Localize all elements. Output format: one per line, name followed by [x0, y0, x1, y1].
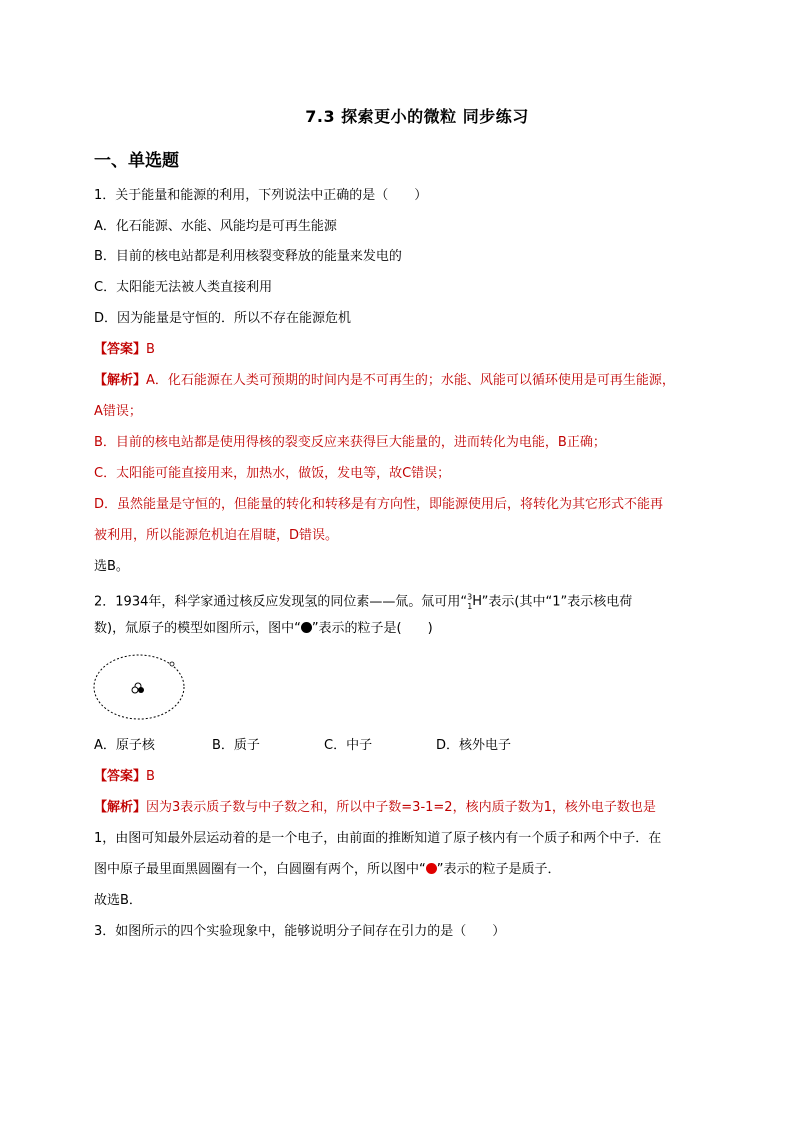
- q1-option-a: A．化石能源、水能、风能均是可再生能源: [94, 219, 337, 234]
- neutron-circle: [132, 687, 138, 693]
- q1-answer: [94, 341, 155, 359]
- analysis-text: A．化石能源在人类可预期的时间内是不可再生的；水能、风能可以循环使用是可再生能源，: [146, 373, 675, 388]
- q1-analysis-line: B．目前的核电站都是使用得核的裂变反应来获得巨大能量的，进而转化为电能，B正确；: [94, 435, 606, 450]
- proton-circle: [138, 687, 144, 693]
- q1-option-b: B．目前的核电站都是利用核裂变释放的能量来发电的: [94, 249, 402, 264]
- q2-stem-line: [94, 620, 433, 638]
- stem-text: ”表示(其中“1”表示核电荷: [481, 594, 633, 610]
- element-symbol: H: [472, 594, 482, 610]
- q2-stem-line: [94, 589, 632, 616]
- stem-text: ”表示的粒子是( ): [311, 621, 433, 636]
- answer-tag: 【答案】: [94, 769, 147, 784]
- answer-value: B: [146, 342, 155, 357]
- analysis-text: ”表示的粒子是质子．: [436, 862, 561, 877]
- analysis-tag: 【解析】: [94, 373, 147, 388]
- mass-number: 3: [467, 593, 473, 602]
- q2-option-b: B．质子: [212, 738, 260, 753]
- q2-options: [94, 737, 511, 755]
- section-heading: 一、单选题: [94, 151, 179, 171]
- answer-tag: 【答案】: [94, 342, 147, 357]
- q2-analysis-line: 1，由图可知最外层运动着的是一个电子，由前面的推断知道了原子核内有一个质子和两个中子．在: [94, 831, 662, 846]
- stem-text: 数)，氚原子的模型如图所示，图中“: [94, 621, 301, 636]
- q1-stem: 1．关于能量和能源的利用，下列说法中正确的是（ ）: [94, 188, 428, 203]
- q2-option-a: A．原子核: [94, 738, 155, 753]
- isotope-notation: [467, 594, 482, 609]
- analysis-tag: 【解析】: [94, 800, 147, 815]
- q2-option-c: C．中子: [324, 738, 373, 753]
- tritium-atom-diagram: [92, 650, 187, 722]
- red-dot-icon: [426, 863, 437, 874]
- q1-analysis-line: D．虽然能量是守恒的，但能量的转化和转移是有方向性，即能源使用后，将转化为其它形式不能再: [94, 497, 664, 512]
- q2-analysis-line: [94, 799, 656, 817]
- analysis-text: 图中原子最里面黑圆圈有一个，白圆圈有两个，所以图中“: [94, 862, 426, 877]
- black-dot-icon: [301, 622, 312, 633]
- q2-option-d: D．核外电子: [436, 738, 512, 753]
- electron-circle: [170, 662, 174, 666]
- q1-analysis-line: C．太阳能可能直接用来，加热水，做饭，发电等，故C错误；: [94, 466, 451, 481]
- q1-conclusion: 选B。: [94, 559, 129, 574]
- q3-stem: 3．如图所示的四个实验现象中，能够说明分子间存在引力的是（ ）: [94, 924, 506, 939]
- q2-answer: [94, 768, 155, 786]
- q1-option-c: C．太阳能无法被人类直接利用: [94, 280, 273, 295]
- q1-option-d: D．因为能量是守恒的．所以不存在能源危机: [94, 311, 352, 326]
- analysis-text: 因为3表示质子数与中子数之和，所以中子数=3-1=2，核内质子数为1，核外电子数也是: [146, 800, 656, 815]
- atomic-number: 1: [467, 601, 473, 611]
- q2-conclusion: 故选B．: [94, 893, 142, 908]
- page-title: 7.3 探索更小的微粒 同步练习: [305, 107, 529, 126]
- answer-value: B: [146, 769, 155, 784]
- q1-analysis-line: A错误；: [94, 404, 142, 419]
- q1-analysis-line: [94, 372, 675, 390]
- stem-text: 2．1934年，科学家通过核反应发现氢的同位素——氚。氚可用“: [94, 594, 468, 610]
- q1-analysis-line: 被利用，所以能源危机迫在眉睫，D错误。: [94, 528, 339, 543]
- q2-analysis-line: [94, 861, 561, 879]
